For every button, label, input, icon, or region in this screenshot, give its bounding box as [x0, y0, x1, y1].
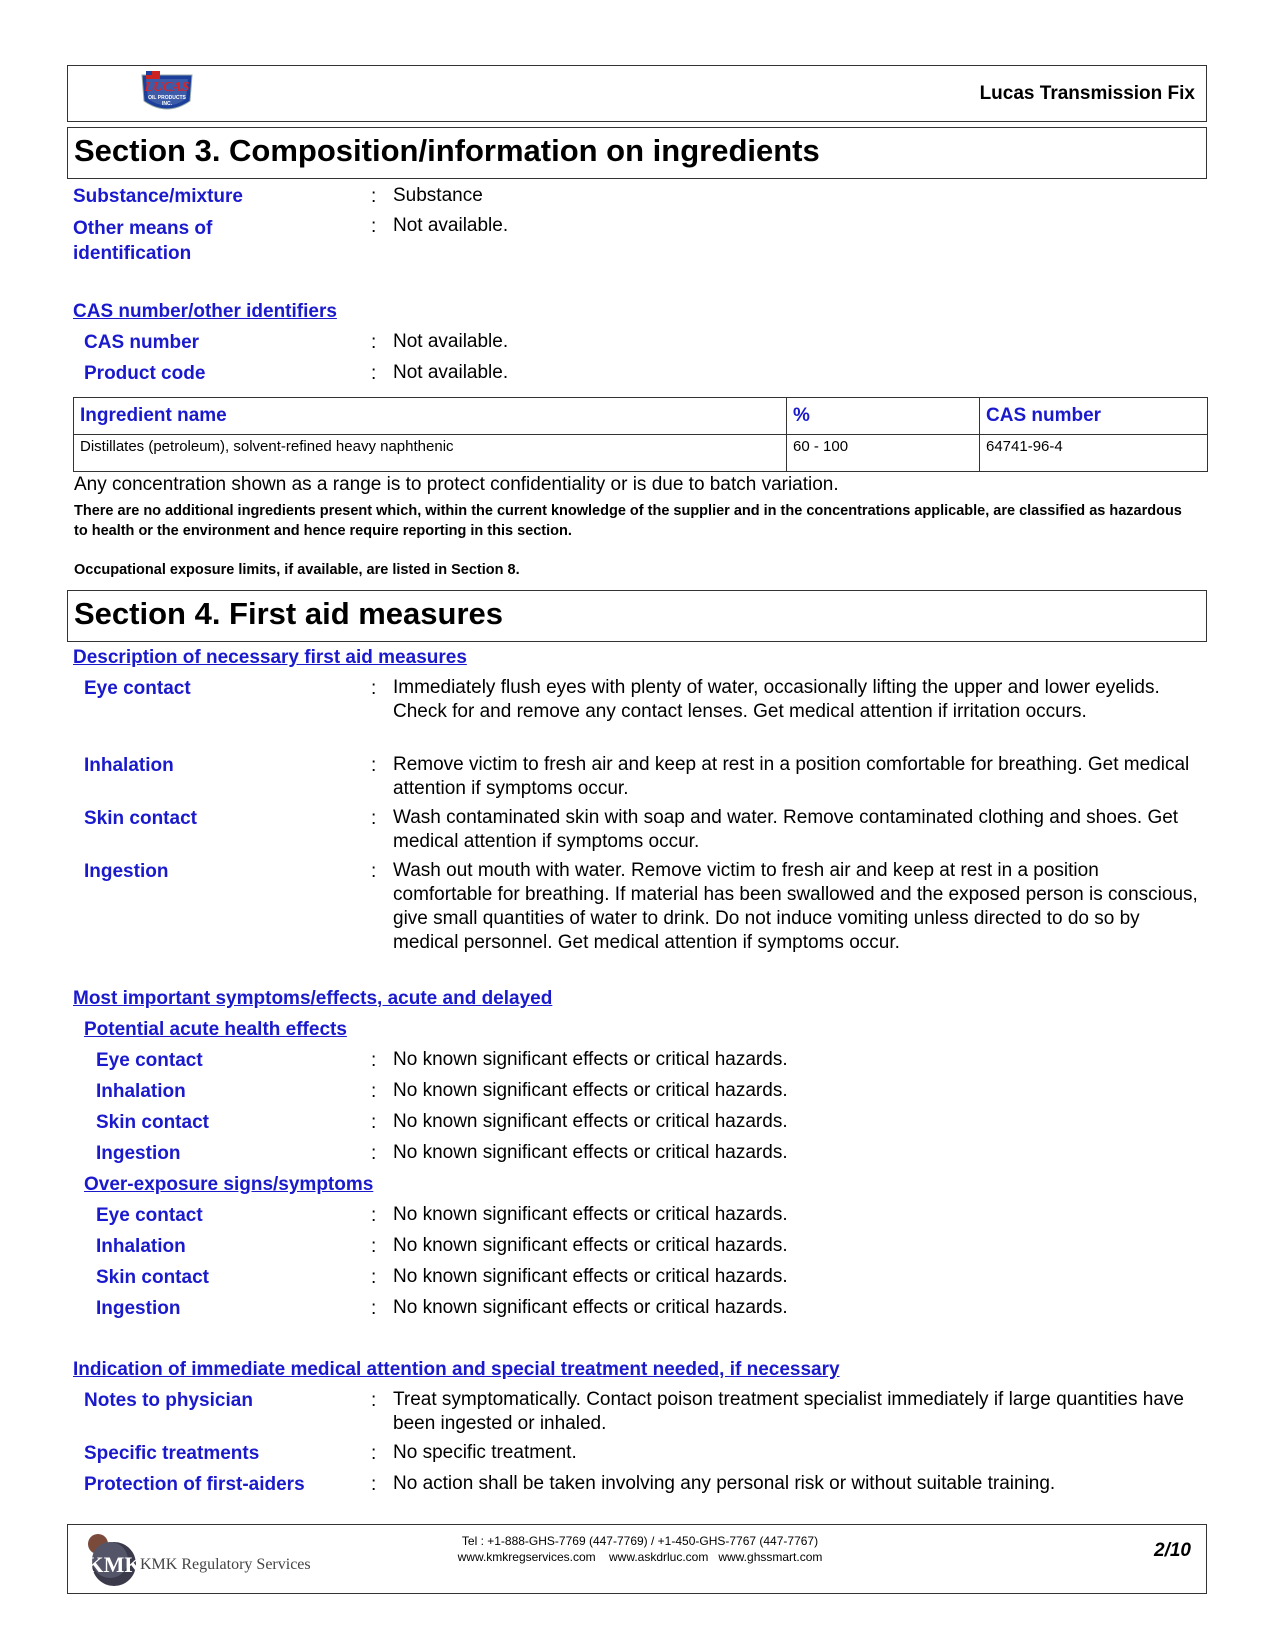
substance-mixture-value: Substance — [393, 185, 483, 206]
table-header-row — [74, 398, 1208, 435]
colon: : — [371, 186, 377, 207]
colon: : — [371, 1298, 377, 1319]
first-aid-description-heading: Description of necessary first aid measures — [73, 647, 467, 668]
skin-contact-label: Skin contact — [84, 808, 197, 829]
other-means-label: Other means of identification — [73, 218, 213, 264]
over-eye-contact-label: Eye contact — [96, 1205, 203, 1226]
acute-ingestion-label: Ingestion — [96, 1143, 181, 1164]
symptoms-heading: Most important symptoms/effects, acute and delayed — [73, 988, 553, 1009]
col-ingredient-name: Ingredient name — [74, 398, 787, 435]
cas-identifiers-heading: CAS number/other identifiers — [73, 301, 337, 322]
over-ingestion-value: No known significant effects or critical hazards. — [393, 1297, 788, 1318]
exposure-limits-note: Occupational exposure limits, if available, are listed in Section 8. — [74, 562, 520, 578]
indication-heading: Indication of immediate medical attention and special treatment needed, if necessary — [73, 1359, 840, 1380]
eye-contact-value: Immediately flush eyes with plenty of water, occasionally lifting the upper and lower eyelids. Check for and remove any contact lenses. Get medical attention if irritation occurs. — [393, 677, 1160, 722]
notes-physician-value: Treat symptomatically. Contact poison treatment specialist immediately if large quantities have been ingested or inhaled. — [393, 1389, 1184, 1434]
kmk-logo-icon — [80, 1528, 140, 1590]
acute-inhalation-value: No known significant effects or critical hazards. — [393, 1080, 788, 1101]
over-eye-contact-value: No known significant effects or critical hazards. — [393, 1204, 788, 1225]
acute-ingestion-value: No known significant effects or critical hazards. — [393, 1142, 788, 1163]
footer-web: www.kmkregservices.com www.askdrluc.com www.ghssmart.com — [457, 1550, 823, 1564]
col-cas-number: CAS number — [980, 398, 1208, 435]
colon: : — [371, 1474, 377, 1495]
overexposure-heading: Over-exposure signs/symptoms — [84, 1174, 374, 1195]
footer-tel: Tel : +1-888-GHS-7769 (447-7769) / +1-450-GHS-7767 (447-7767) — [461, 1534, 819, 1548]
logo-word: LUCAS — [144, 80, 190, 95]
ingredient-cas-cell: 64741-96-4 — [980, 435, 1208, 472]
acute-effects-heading: Potential acute health effects — [84, 1019, 347, 1040]
over-skin-contact-label: Skin contact — [96, 1267, 209, 1288]
acute-eye-contact-label: Eye contact — [96, 1050, 203, 1071]
over-ingestion-label: Ingestion — [96, 1298, 181, 1319]
colon: : — [371, 1443, 377, 1464]
inhalation-value: Remove victim to fresh air and keep at rest in a position comfortable for breathing. Get medical attention if symptoms occur. — [393, 754, 1190, 799]
kmk-logo — [80, 1528, 140, 1590]
notes-physician-label: Notes to physician — [84, 1390, 253, 1411]
ingredient-table — [73, 397, 1208, 472]
protection-value: No action shall be taken involving any personal risk or without suitable training. — [393, 1473, 1056, 1494]
product-code-value: Not available. — [393, 362, 509, 383]
colon: : — [371, 1390, 377, 1411]
col-percent: % — [787, 398, 980, 435]
kmk-logo-letters: KMK — [86, 1552, 140, 1577]
section4-title: Section 4. First aid measures — [74, 596, 504, 631]
product-code-label: Product code — [84, 363, 206, 384]
cas-number-value: Not available. — [393, 331, 509, 352]
table-row — [74, 435, 1208, 472]
acute-skin-contact-value: No known significant effects or critical hazards. — [393, 1111, 788, 1132]
colon: : — [371, 861, 377, 882]
over-inhalation-label: Inhalation — [96, 1236, 186, 1257]
specific-treatments-value: No specific treatment. — [393, 1442, 577, 1463]
additional-ingredients-note: There are no additional ingredients present which, within the current knowledge of the supplier and in the concentrations applicable, are classified as hazardous to health or the environment and hence require reporting in this section. — [74, 503, 1182, 539]
concentration-note: Any concentration shown as a range is to protect confidentiality or is due to batch variation. — [74, 474, 839, 495]
ingredient-name-cell: Distillates (petroleum), solvent-refined heavy naphthenic — [74, 435, 787, 472]
colon: : — [371, 1143, 377, 1164]
colon: : — [371, 1081, 377, 1102]
kmk-company-name: KMK Regulatory Services — [140, 1556, 311, 1573]
colon: : — [371, 1236, 377, 1257]
logo-inc: INC. — [162, 101, 172, 107]
colon: : — [371, 363, 377, 384]
inhalation-label: Inhalation — [84, 755, 174, 776]
lucas-logo — [140, 69, 194, 117]
acute-skin-contact-label: Skin contact — [96, 1112, 209, 1133]
page-number: 2/10 — [1154, 1540, 1191, 1561]
substance-mixture-label: Substance/mixture — [73, 186, 243, 207]
colon: : — [371, 1050, 377, 1071]
colon: : — [371, 1112, 377, 1133]
cas-number-label: CAS number — [84, 332, 200, 353]
product-name: Lucas Transmission Fix — [979, 83, 1195, 104]
colon: : — [371, 678, 377, 699]
colon: : — [371, 808, 377, 829]
section3-title: Section 3. Composition/information on ingredients — [74, 133, 820, 168]
specific-treatments-label: Specific treatments — [84, 1443, 260, 1464]
acute-eye-contact-value: No known significant effects or critical hazards. — [393, 1049, 788, 1070]
ingredient-percent-cell: 60 - 100 — [787, 435, 980, 472]
ingestion-value: Wash out mouth with water. Remove victim to fresh air and keep at rest in a position comfortable for breathing. If material has been swallowed and the exposed person is conscious, give small quantities of water to drink. Do not induce vomiting unless directed to do so by medical personnel. Get medical attention if symptoms occur. — [393, 860, 1198, 953]
ingestion-label: Ingestion — [84, 861, 169, 882]
colon: : — [371, 332, 377, 353]
colon: : — [371, 755, 377, 776]
eye-contact-label: Eye contact — [84, 678, 191, 699]
protection-label: Protection of first-aiders — [84, 1474, 305, 1495]
colon: : — [371, 216, 377, 237]
colon: : — [371, 1205, 377, 1226]
over-skin-contact-value: No known significant effects or critical hazards. — [393, 1266, 788, 1287]
over-inhalation-value: No known significant effects or critical hazards. — [393, 1235, 788, 1256]
lucas-shield-icon — [140, 69, 194, 117]
other-means-value: Not available. — [393, 215, 509, 236]
skin-contact-value: Wash contaminated skin with soap and water. Remove contaminated clothing and shoes. Get medical attention if symptoms occur. — [393, 807, 1179, 852]
acute-inhalation-label: Inhalation — [96, 1081, 186, 1102]
logo-sub: OIL PRODUCTS — [148, 95, 186, 101]
colon: : — [371, 1267, 377, 1288]
